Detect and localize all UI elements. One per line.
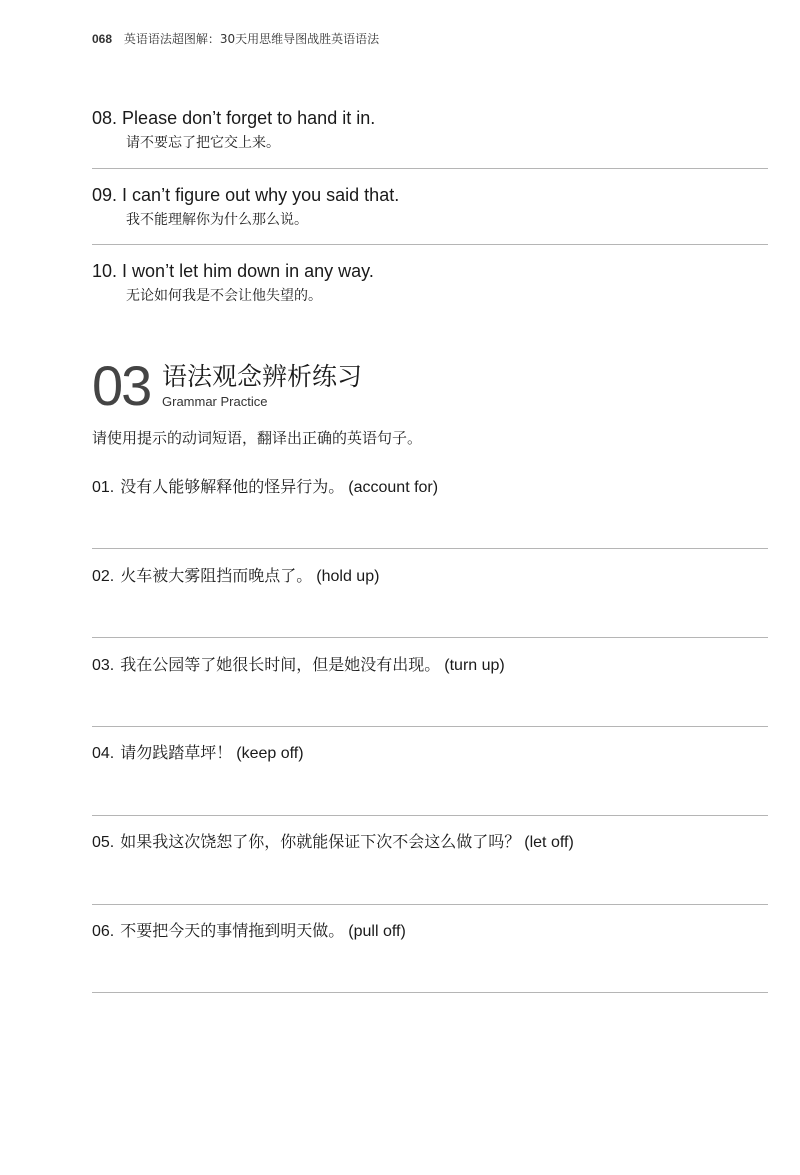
page-number: 068 [92,32,113,46]
section-title: 语法观念辨析练习 [162,362,363,391]
example-english: 10. I won’t let him down in any way. [92,261,374,281]
practice-question: 01. 没有人能够解释他的怪异行为。 (account for) [92,477,439,496]
answer-line[interactable] [92,548,768,549]
example-item [92,184,768,230]
practice-question: 02. 火车被大雾阻挡而晚点了。 (hold up) [92,566,380,585]
practice-question: 06. 不要把今天的事情拖到明天做。 (pull off) [92,921,406,940]
section-instruction: 请使用提示的动词短语，翻译出正确的英语句子。 [92,429,423,447]
practice-question: 05. 如果我这次饶恕了你，你就能保证下次不会这么做了吗？ (let off) [92,832,574,851]
section-number: 03 [92,354,151,417]
example-english: 09. I can’t figure out why you said that. [92,185,400,205]
answer-line[interactable] [92,726,768,727]
example-item [92,107,768,153]
example-chinese: 请不要忘了把它交上来。 [126,135,280,151]
section-subtitle: Grammar Practice [162,394,268,409]
example-chinese: 我不能理解你为什么那么说。 [126,212,308,228]
example-item [92,260,768,306]
answer-line[interactable] [92,904,768,905]
answer-line[interactable] [92,637,768,638]
divider [92,168,768,169]
practice-question: 03. 我在公园等了她很长时间，但是她没有出现。 (turn up) [92,655,505,674]
example-english: 08. Please don’t forget to hand it in. [92,108,376,128]
answer-line[interactable] [92,815,768,816]
book-title: 英语语法超图解：30天用思维导图战胜英语语法 [123,32,380,46]
practice-question: 04. 请勿践踏草坪！ (keep off) [92,743,304,762]
answer-line[interactable] [92,992,768,993]
example-chinese: 无论如何我是不会让他失望的。 [126,288,322,304]
running-header [92,30,379,47]
divider [92,244,768,245]
